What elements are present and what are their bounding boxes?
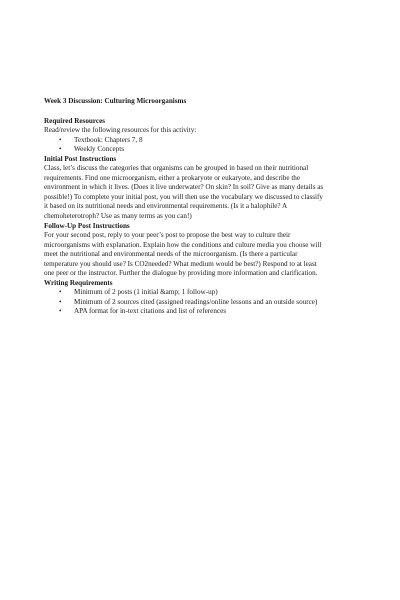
text-line: one peer or the instructor. Further the dialogue by providing more information and clarification. (44, 269, 318, 278)
text-line: Class, let’s discuss the categories that organisms can be grouped in based on their nutritional (44, 164, 309, 173)
writing-requirements-section (44, 279, 362, 317)
list-item-text: Weekly Concepts (74, 145, 124, 154)
initial-post-section (44, 155, 362, 222)
required-resources-section (44, 117, 362, 155)
follow-up-section (44, 222, 362, 279)
text-line: environment in which it lives. (Does it live underwater? On skin? In soil? Give as many details as (44, 183, 324, 192)
list-item-text: APA format for in-text citations and list of references (74, 307, 227, 316)
bullet-icon: • (59, 297, 62, 306)
text-line: temperature you should use? Is CO2needed? What medium would be best?) Respond to at least (44, 259, 317, 268)
text-line: microorganisms with explanation. Explain how the conditions and culture media you choose will (44, 240, 322, 249)
follow-up-heading: Follow-Up Post Instructions (44, 221, 130, 230)
list-item (59, 288, 362, 298)
required-resources-heading: Required Resources (44, 116, 106, 125)
text-line: chemoheterotroph? Use as many terms as you can!) (44, 212, 192, 221)
list-item (59, 145, 362, 155)
list-item (59, 136, 362, 146)
document-title: Week 3 Discussion: Culturing Microorganisms (44, 97, 187, 105)
follow-up-body (44, 231, 362, 279)
required-resources-list (44, 136, 362, 155)
text-line: it based on its nutritional needs and environmental requirements. (Is it a halophile? A (44, 202, 288, 211)
text-line: requirements. Find one microorganism, either a prokaryote or eukaryote, and describe the (44, 173, 301, 182)
list-item (59, 307, 362, 317)
list-item (59, 298, 362, 308)
text-line: meet the nutritional and environmental needs of the microorganism. (Is there a particular (44, 250, 298, 259)
writing-requirements-heading: Writing Requirements (44, 278, 113, 287)
bullet-icon: • (59, 307, 62, 316)
bullet-icon: • (59, 145, 62, 154)
bullet-icon: • (59, 288, 62, 297)
initial-post-body (44, 164, 362, 221)
initial-post-heading: Initial Post Instructions (44, 154, 117, 163)
list-item-text: Minimum of 2 posts (1 initial &amp; 1 follow-up) (74, 288, 218, 297)
document-page (44, 97, 362, 317)
writing-requirements-list (44, 288, 362, 317)
text-line: For your second post, reply to your peer’s post to propose the best way to culture their (44, 231, 291, 240)
text-line: possible!) To complete your initial post, you will then use the vocabulary we discussed to classify (44, 192, 323, 201)
required-resources-intro: Read/review the following resources for this activity: (44, 126, 197, 135)
list-item-text: Minimum of 2 sources cited (assigned readings/online lessons and an outside source) (74, 297, 318, 306)
bullet-icon: • (59, 135, 62, 144)
list-item-text: Textbook: Chapters 7, 8 (74, 135, 143, 144)
